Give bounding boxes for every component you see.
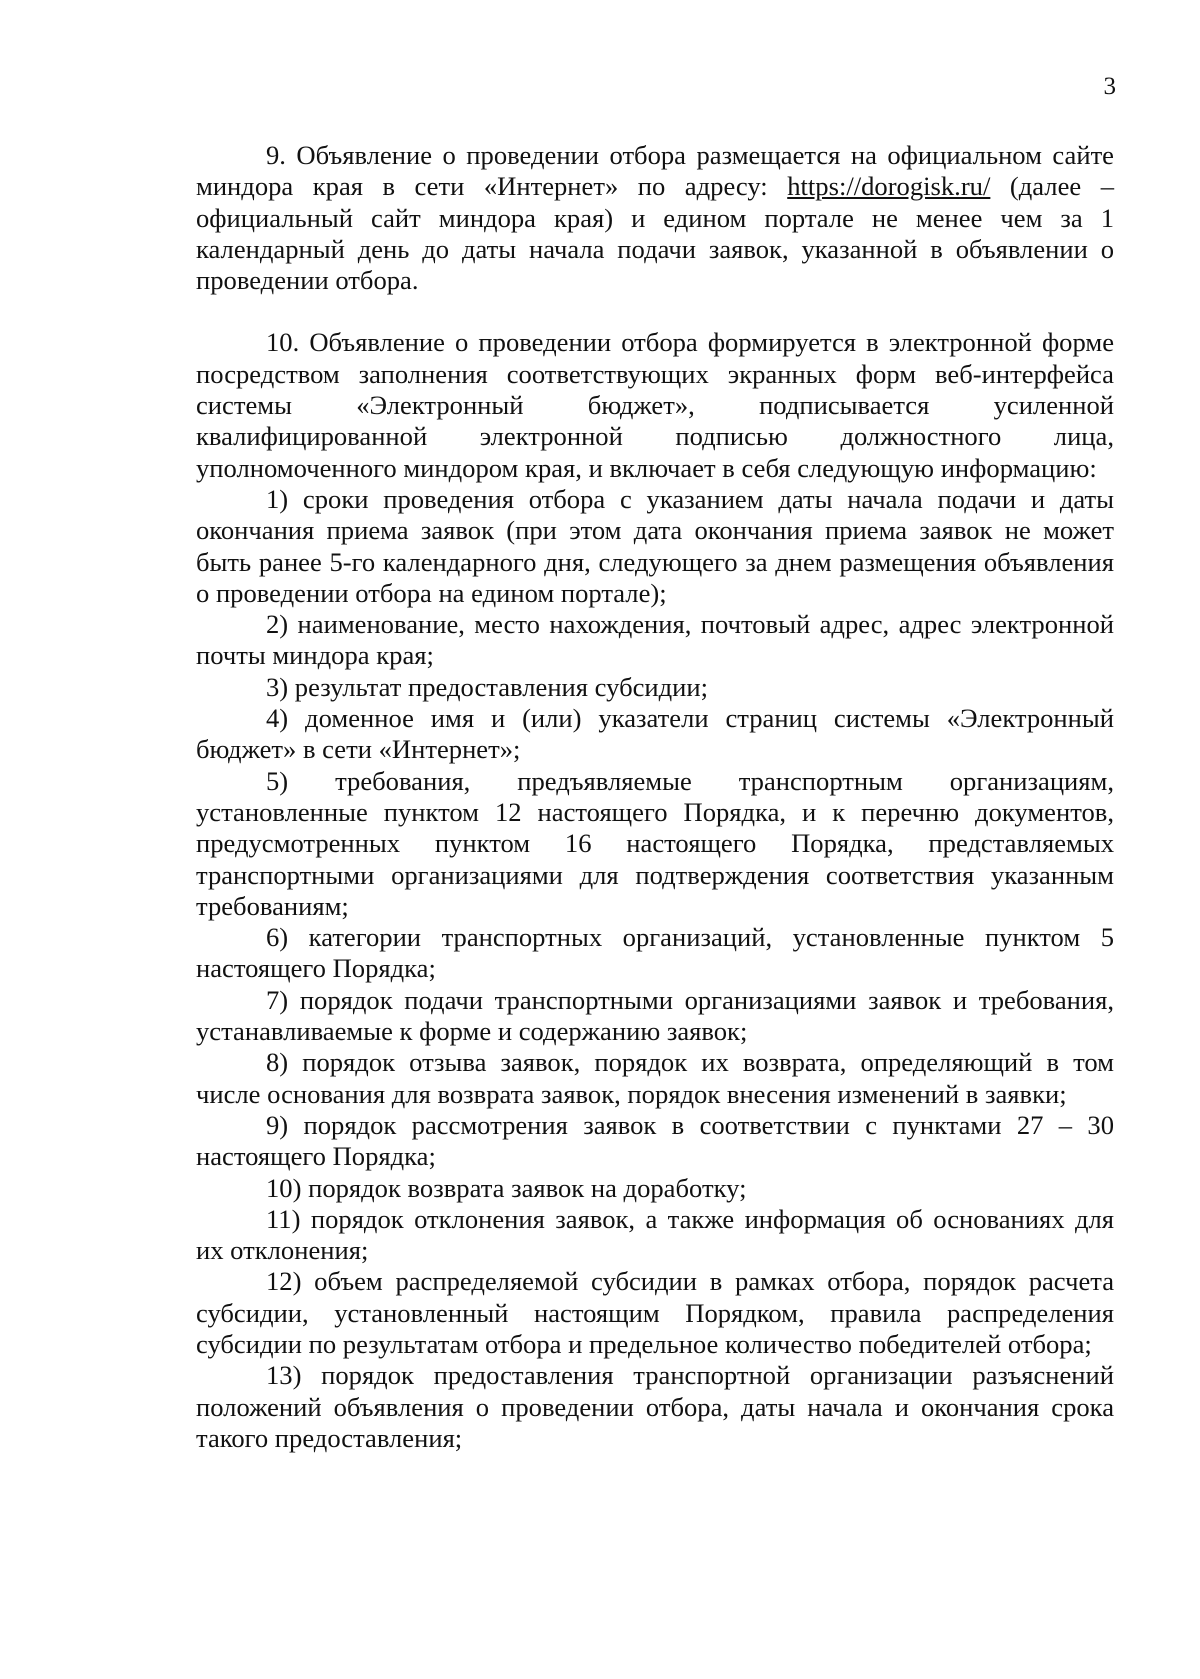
list-item-10: 10) порядок возврата заявок на доработку; — [266, 1172, 747, 1203]
paragraph-9-text-start: 9. Объявление о проведении отбора размещается на официальном сайте миндора края в сети «Интернет» по адресу: — [196, 140, 1114, 202]
website-link[interactable]: https://dorogisk.ru/ — [787, 171, 991, 202]
list-item-3: 3) результат предоставления субсидии; — [266, 671, 709, 702]
list-item-5: 5) требования, предъявляемые транспортным организациям, установленные пунктом 12 настоящего Порядка, и к перечню документов, предусмотренных пунктом 16 настоящего Порядка, представляемых транспортными организациями для подтверждения соответствия указанным требованиям; — [196, 765, 1114, 921]
list-item-7: 7) порядок подачи транспортными организациями заявок и требования, устанавливаемые к форме и содержанию заявок; — [196, 984, 1114, 1047]
paragraph-10: 10. Объявление о проведении отбора формируется в электронной форме посредством заполнения соответствующих экранных форм веб-интерфейса системы «Электронный бюджет», подписывается усиленной квалифицированной электронной подписью должностного лица, уполномоченного миндором края, и включает в себя следующую информацию: — [196, 327, 1114, 483]
paragraph-9 — [196, 140, 1114, 296]
list-item-9: 9) порядок рассмотрения заявок в соответствии с пунктами 27 – 30 настоящего Порядка; — [196, 1109, 1114, 1172]
list-item-11: 11) порядок отклонения заявок, а также информация об основаниях для их отклонения; — [196, 1203, 1114, 1266]
document-body — [196, 140, 1114, 1454]
page-number: 3 — [1103, 73, 1116, 100]
list-item-6: 6) категории транспортных организаций, установленные пунктом 5 настоящего Порядка; — [196, 922, 1114, 984]
list-item-4: 4) доменное имя и (или) указатели страниц системы «Электронный бюджет» в сети «Интернет»; — [196, 703, 1114, 765]
list-item-1: 1) сроки проведения отбора с указанием даты начала подачи и даты окончания приема заявок (при этом дата окончания приема заявок не может быть ранее 5-го календарного дня, следующего за днем размещения объявления о проведении отбора на едином портале); — [196, 483, 1114, 608]
list-item-13: 13) порядок предоставления транспортной организации разъяснений положений объявления о проведении отбора, даты начала и окончания срока такого предоставления; — [196, 1360, 1114, 1453]
list-item-8: 8) порядок отзыва заявок, порядок их возврата, определяющий в том числе основания для возврата заявок, порядок внесения изменений в заявки; — [196, 1047, 1114, 1109]
list-item-2: 2) наименование, место нахождения, почтовый адрес, адрес электронной почты миндора края; — [196, 609, 1114, 671]
list-item-12: 12) объем распределяемой субсидии в рамках отбора, порядок расчета субсидии, установленный настоящим Порядком, правила распределения субсидии по результатам отбора и предельное количество победителей отбора; — [196, 1266, 1114, 1359]
paragraph-9-text-end: (далее – официальный сайт миндора края) и едином портале не менее чем за 1 календарный день до даты начала подачи заявок, указанной в объявлении о проведении отбора. — [196, 171, 1114, 296]
